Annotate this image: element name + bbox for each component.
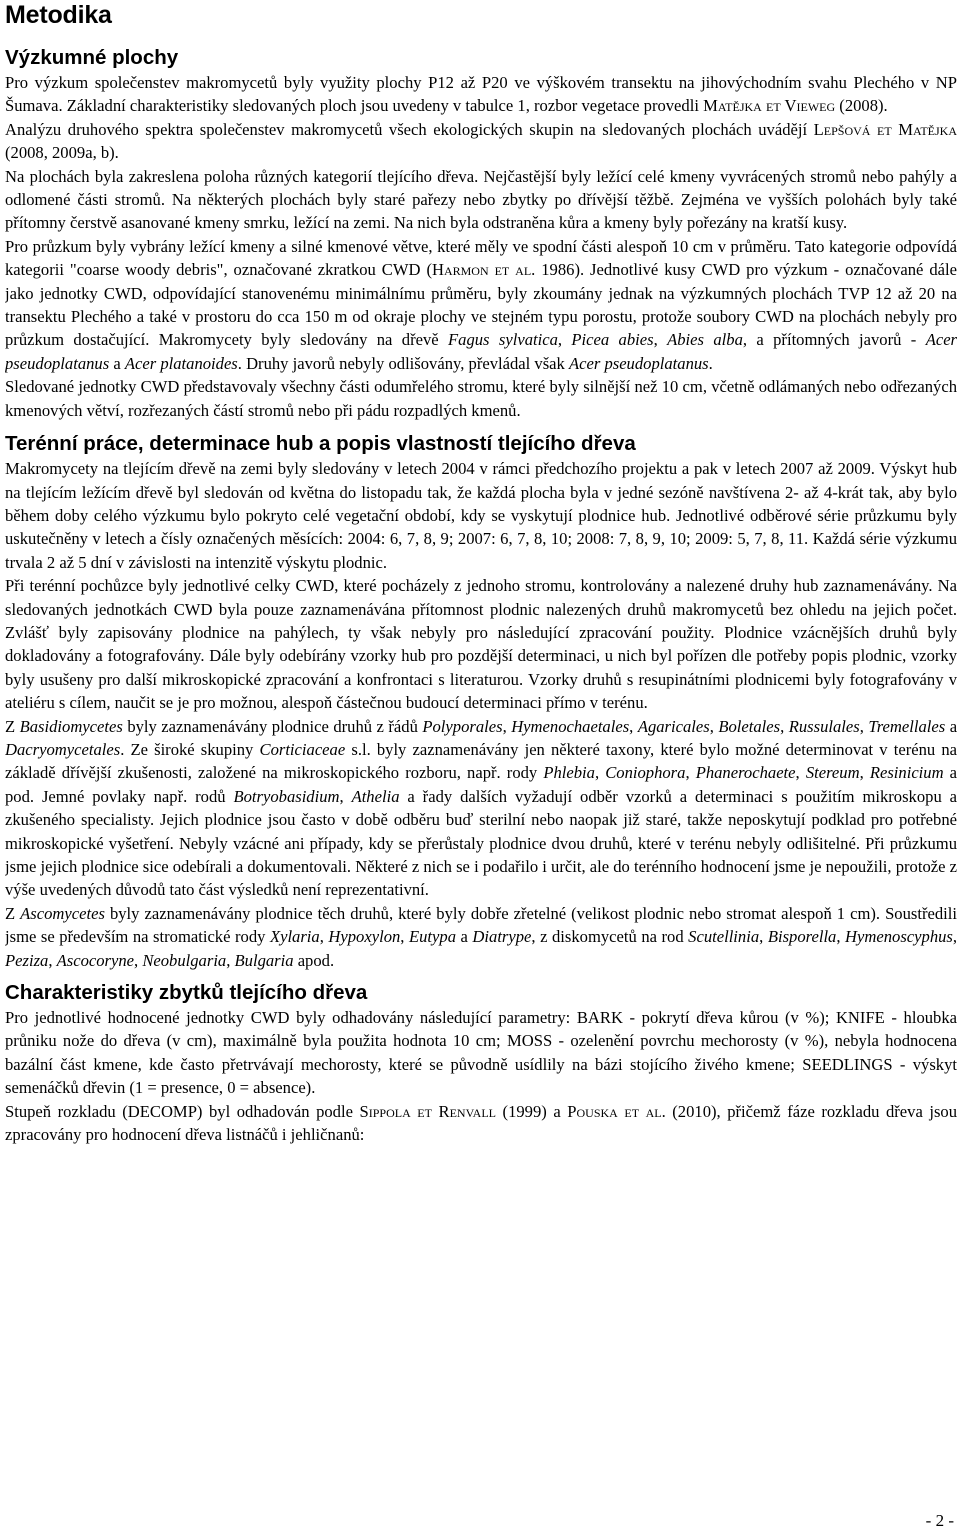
- text-run: Stupeň rozkladu (DECOMP) byl odhadován podle: [5, 1101, 360, 1121]
- paragraph: [5, 1100, 957, 1147]
- text-run: (2008).: [835, 96, 888, 116]
- text-run: ,: [134, 950, 143, 970]
- italic-text: Boletales: [718, 716, 781, 736]
- author-citation: Pouska et al.: [567, 1101, 666, 1121]
- document-page: [5, 0, 957, 1537]
- italic-text: Tremellales: [868, 716, 946, 736]
- text-run: ,: [502, 716, 512, 736]
- text-run: a řady dalších vyžadují odběr vzorků a determinaci s použitím mikroskopu a zkušeného specialisty. Jejich plodnice jsou často v době odběru buď sterilní nebo naopak již staré, takže neposkytují podklad pro potřebné mikroskopické vyšetření. Nebyly vzácné ani případy, kdy se přerůstaly plodnice dvou druhů, které v terénu nebyly odlišitelné. Při průzkumu jsme jejich plodnice sice odebírali a dokumentovali. Některé z nich se i podařilo i určit, ale do terénního hodnocení jsme je nepoužili, protože z výše uvedených důvodů tato část výsledků není reprezentativní.: [5, 786, 957, 900]
- text-run: apod.: [293, 950, 335, 970]
- italic-text: Hymenochaetales: [511, 716, 630, 736]
- paragraph: [5, 715, 957, 902]
- italic-text: Russulales: [788, 716, 860, 736]
- italic-text: Neobulgaria: [142, 950, 227, 970]
- text-run: ,: [780, 716, 789, 736]
- italic-text: Athelia: [351, 786, 400, 806]
- text-run: Makromycety na tlejícím dřevě na zemi byly sledovány v letech 2004 v rámci předchozího projektu a pak v letech 2007 až 2009. Výskyt hub na tlejícím ležícím dřevě byl sledován od května do listopadu tak, že každá plocha byla v jedné sezóně navštívena 2- až 4-krát tak, aby bylo během doby celého výzkumu bylo pokryto celé vegetační období, kdy se vyskytují plodnice hub. Jednotlivé odběrové série průzkumu byly uskutečněny v letech a čísly označených měsících: 2004: 6, 7, 8, 9; 2007: 6, 7, 8, 10; 2008: 7, 8, 9, 10; 2009: 5, 7, 8, 11. Každá série výzkumu trvala 2 až 5 dní v závislosti na intenzitě výskytu plodnic.: [5, 459, 957, 572]
- italic-text: Dacryomycetales: [5, 739, 121, 759]
- text-run: a: [109, 353, 125, 373]
- italic-text: Agaricales: [637, 716, 710, 736]
- section-title: Terénní práce, determinace hub a popis vlastností tlejícího dřeva: [5, 432, 636, 456]
- text-run: ,: [836, 927, 846, 947]
- text-run: a pod. Jemné povlaky např. rodů: [5, 763, 957, 806]
- text-run: Pro průzkum byly vybrány ležící kmeny a silné kmenové větve, které měly ve spodní části alespoň 10 cm v průměru. Tato kategorie odpovídá kategorii "coarse woody debris", označované zkratkou CWD (: [5, 236, 957, 280]
- text-run: Sledované jednotky CWD představovaly všechny části odumřelého stromu, které byly silnější než 10 cm, včetně odlámaných nebo odřezaných kmenových větví, rozřezaných částí stromů nebo při pádu rozpadlých kmenů.: [5, 377, 957, 420]
- text-run: (1999) a: [496, 1101, 568, 1121]
- text-run: 1986). Jednotlivé kusy CWD pro výzkum - označované dále jako jednotky CWD, odpovídající stanovenému minimálnímu průměru, byly zkoumány jednak na výzkumných plochách TVP 12 až 20 na transektu Plechého a také v prostoru do cca 150 m od okraje plochy ve stejném typu porostu, protože soubory CWD na plochách nebyly pro průzkum dostačující. Makromycety byly sledovány na dřevě: [5, 260, 957, 350]
- italic-text: Phanerochaete: [695, 763, 796, 783]
- italic-text: Stereum: [805, 763, 860, 783]
- italic-text: Acer pseudoplatanus: [568, 353, 709, 373]
- paragraph: [5, 118, 957, 165]
- author-citation: Matějka et Vieweg: [703, 96, 836, 116]
- text-run: ,: [226, 950, 235, 970]
- text-run: ,: [594, 763, 606, 783]
- text-run: (2008, 2009a, b).: [5, 143, 119, 163]
- italic-text: Coniophora: [605, 763, 686, 783]
- text-run: a: [945, 716, 957, 736]
- italic-text: Acer platanoides: [124, 353, 238, 373]
- text-run: ,: [319, 927, 329, 947]
- text-run: Pro jednotlivé hodnocené jednotky CWD byly odhadovány následující parametry: BARK - pokrytí dřeva kůrou (v %); KNIFE - hloubka průniku nože do dřeva (v cm), maximálně byla použita hodnota 10 cm; MOSS - ozelenění povrchu mechorosty (v %), nebyla hodnocena bazální část kmene, kde často přetrvávají mechorosty, které se původně usídlily na bázi stojícího živého kmene; SEEDLINGS - výskyt semenáčků dřevin (1 = presence, 0 = absence).: [5, 1008, 957, 1098]
- italic-text: Diatrype: [472, 927, 532, 947]
- italic-text: Fagus sylvatica: [448, 330, 558, 350]
- text-run: ,: [709, 716, 719, 736]
- italic-text: Acer pseudoplatanus: [5, 330, 957, 373]
- text-run: ,: [952, 927, 957, 947]
- italic-text: Hypoxylon: [328, 927, 401, 947]
- text-run: ,: [48, 950, 57, 970]
- italic-text: Bulgaria: [234, 950, 294, 970]
- text-run: , z diskomycetů na rod: [531, 927, 689, 947]
- italic-text: Basidiomycetes: [19, 716, 123, 736]
- italic-text: Hymenoscyphus: [845, 927, 953, 947]
- italic-text: Abies alba: [667, 330, 743, 350]
- italic-text: Bisporella: [767, 927, 837, 947]
- text-run: . Ze široké skupiny: [120, 739, 260, 759]
- paragraph: [5, 574, 957, 714]
- italic-text: Resinicium: [869, 763, 944, 783]
- italic-text: Eutypa: [408, 927, 456, 947]
- text-run: ,: [653, 330, 668, 350]
- paragraph: [5, 902, 957, 972]
- text-run: .: [708, 353, 713, 373]
- text-run: a: [456, 927, 473, 947]
- italic-text: Xylaria: [269, 927, 320, 947]
- italic-text: Scutellinia: [688, 927, 760, 947]
- text-run: byly zaznamenávány plodnice druhů z řádů: [122, 716, 423, 736]
- text-run: ,: [859, 763, 870, 783]
- italic-text: Corticiaceae: [259, 739, 346, 759]
- text-run: ,: [795, 763, 806, 783]
- paragraph: [5, 375, 957, 422]
- section-terenni-prace: [5, 431, 957, 972]
- text-run: (2010), přičemž fáze rozkladu dřeva jsou zpracovány pro hodnocení dřeva listnáčů i jehličnanů:: [5, 1101, 957, 1145]
- text-run: Při terénní pochůzce byly jednotlivé celky CWD, které pocházely z jednoho stromu, kontrolovány a nalezené druhy hub zaznamenávány. Na sledovaných jednotkách CWD byla pouze zaznamenávána přítomnost plodnic nalezených druhů makromycetů bez ohledu na jejich počet. Zvlášť byly zapisovány plodnice na pahýlech, ty však nebyly pro následující zpracování použity. Plodnice vzácnějších druhů byly dokladovány a fotografovány. Dále byly odebírány vzorky hub pro pozdější determinaci, u nich byl pořízen dle potřeby popis plodnic, vzorky byly usušeny pro další mikroskopické zpracování a konfrontaci s literaturou. Vzorky druhů s resupinátními plodnicemi byly fotografovány v ateliéru s cílem, naučit se je pro možnou, alespoň částečnou budoucí determinaci přímo v terénu.: [5, 576, 957, 713]
- italic-text: Ascocoryne: [56, 950, 135, 970]
- text-run: ,: [859, 716, 869, 736]
- paragraph: [5, 457, 957, 574]
- section-title: Výzkumné plochy: [5, 46, 179, 69]
- text-run: byly zaznamenávány plodnice těch druhů, které byly dobře zřetelné (velikost plodnic nebo stromat alespoň 1 cm). Soustředili jsme se především na stromatické rody: [5, 903, 957, 947]
- paragraph: [5, 71, 957, 118]
- text-run: Pro výzkum společenstev makromycetů byly využity plochy P12 až P20 ve výškovém transektu na jihovýchodním svahu Plechého v NP Šumava. Základní charakteristiky sledovaných ploch jsou uvedeny v tabulce 1, rozbor vegetace provedli: [5, 73, 957, 116]
- text-run: s.l. byly zaznamenávány jen některé taxony, které bylo možné determinovat v terénu na základě dřívější zkušenosti, založené na mikroskopického rozboru, např. rody: [5, 739, 957, 783]
- text-run: ,: [629, 716, 638, 736]
- paragraph: [5, 165, 957, 235]
- page-number: - 2 -: [925, 1511, 954, 1530]
- text-run: ,: [685, 763, 696, 783]
- text-run: . Druhy javorů nebyly odlišovány, převládal však: [237, 353, 569, 373]
- text-run: Z: [5, 716, 20, 736]
- author-citation: Lepšová et Matějka: [813, 119, 957, 139]
- italic-text: Peziza: [5, 950, 49, 970]
- section-title: Charakteristiky zbytků tlejícího dřeva: [5, 981, 368, 1005]
- author-citation: Harmon et al.: [431, 260, 536, 280]
- text-run: Analýzu druhového spektra společenstev makromycetů všech ekologických skupin na sledovaných plochách uvádějí: [5, 119, 814, 139]
- italic-text: Phlebia: [543, 763, 595, 783]
- paragraph: [5, 1006, 957, 1100]
- text-run: ,: [339, 786, 352, 806]
- text-run: ,: [759, 927, 768, 947]
- italic-text: Polyporales: [422, 716, 503, 736]
- text-run: ,: [557, 330, 572, 350]
- text-run: , a přítomných javorů -: [742, 330, 926, 350]
- text-run: ,: [400, 927, 409, 947]
- page-heading: Metodika: [5, 1, 112, 29]
- section-vyzkumne-plochy: [5, 45, 957, 422]
- italic-text: Picea abies: [571, 330, 654, 350]
- paragraph: [5, 235, 957, 375]
- text-run: Z: [5, 903, 21, 923]
- italic-text: Ascomycetes: [20, 903, 105, 923]
- italic-text: Botryobasidium: [233, 786, 340, 806]
- author-citation: Sippola et Renvall: [359, 1101, 497, 1121]
- section-charakteristiky: [5, 980, 957, 1146]
- text-run: Na plochách byla zakreslena poloha různých kategorií tlejícího dřeva. Nejčastější byly ležící celé kmeny vyvrácených stromů nebo pahýly a odlomené části stromů. Na některých plochách byly staré pařezy nebo zbytky po dřívější těžbě. Zejména ve vyšších polohách byly také přítomny čerstvě asanované kmeny smrku, ležící na zemi. Na nich byla odstraněna kůra a kmeny byly pořezány na kratší kusy.: [5, 166, 957, 233]
